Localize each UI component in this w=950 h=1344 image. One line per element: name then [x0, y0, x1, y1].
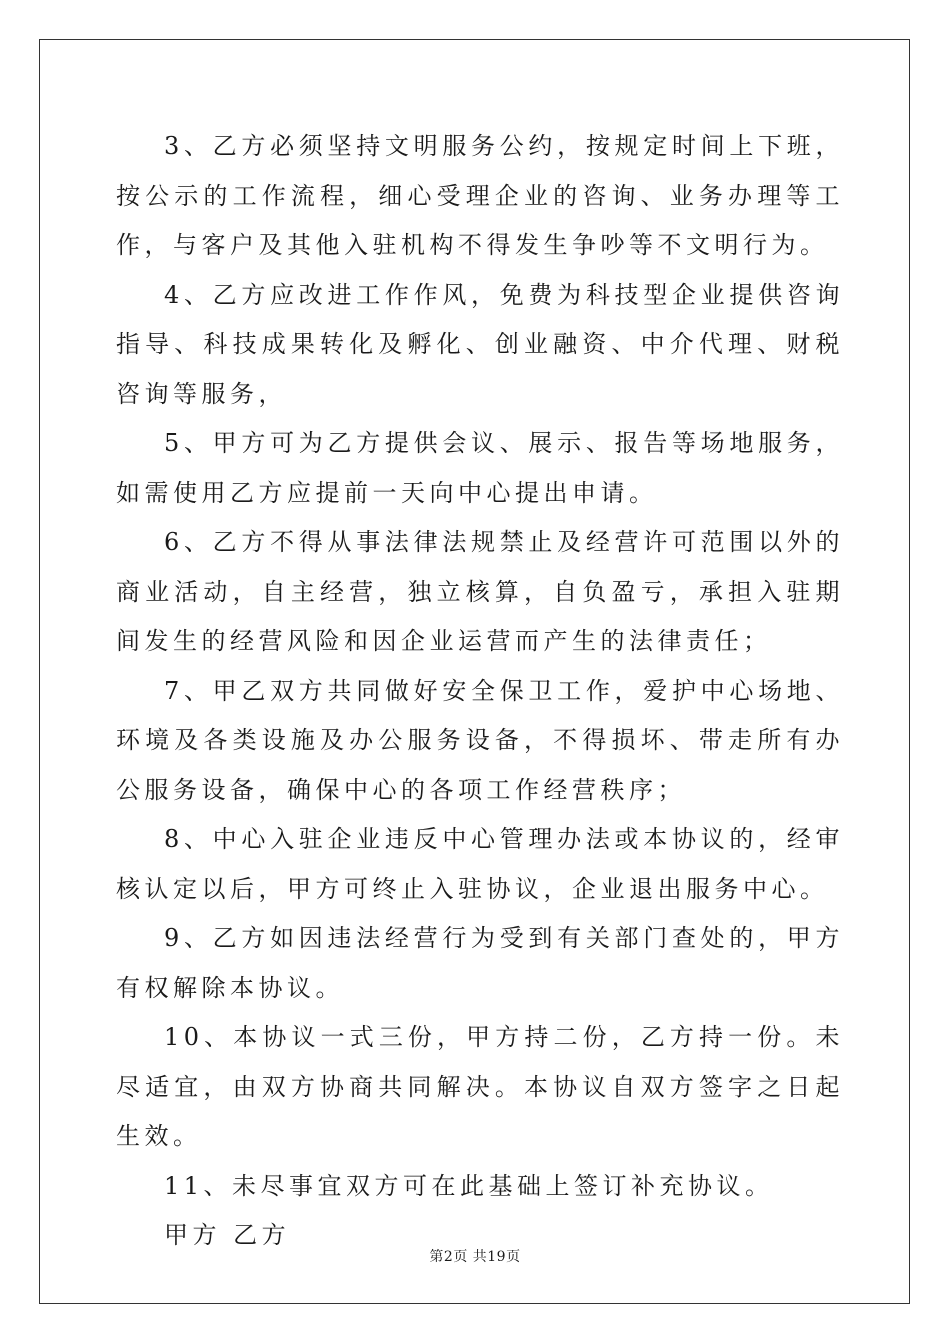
clause-11: 11、未尽事宜双方可在此基础上签订补充协议。	[164, 1171, 774, 1200]
signature-line: 甲方 乙方	[164, 1221, 291, 1249]
page-number-footer: 第2页 共19页	[429, 1249, 521, 1265]
clause-5: 5、甲方可为乙方提供会议、展示、报告等场地服务，如需使用乙方应提前一天向中心提出申请。	[116, 429, 844, 507]
clause-9: 9、乙方如因违法经营行为受到有关部门查处的，甲方有权解除本协议。	[116, 924, 844, 1002]
document-body	[116, 122, 844, 1261]
clause-7: 7、甲乙双方共同做好安全保卫工作，爱护中心场地、环境及各类设施及办公服务设备，不得损坏、带走所有办公服务设备，确保中心的各项工作经营秩序；	[116, 676, 844, 804]
clause-10: 10、本协议一式三份，甲方持二份，乙方持一份。未尽适宜，由双方协商共同解决。本协议自双方签字之日起生效。	[116, 1023, 844, 1150]
clause-3: 3、乙方必须坚持文明服务公约，按规定时间上下班，按公示的工作流程，细心受理企业的咨询、业务办理等工作，与客户及其他入驻机构不得发生争吵等不文明行为。	[116, 132, 844, 259]
clause-4: 4、乙方应改进工作作风，免费为科技型企业提供咨询指导、科技成果转化及孵化、创业融资、中介代理、财税咨询等服务，	[116, 280, 844, 408]
clause-8: 8、中心入驻企业违反中心管理办法或本协议的，经审核认定以后，甲方可终止入驻协议，企业退出服务中心。	[116, 825, 844, 903]
clause-6: 6、乙方不得从事法律法规禁止及经营许可范围以外的商业活动，自主经营，独立核算，自负盈亏，承担入驻期间发生的经营风险和因企业运营而产生的法律责任；	[116, 528, 844, 655]
